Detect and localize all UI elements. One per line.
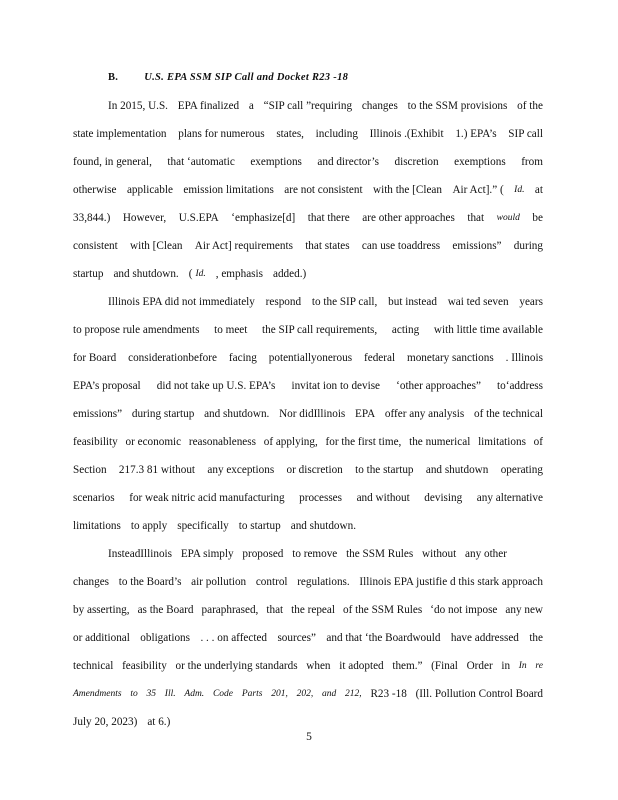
text-line xyxy=(73,430,543,458)
text: for the first time, xyxy=(325,436,402,448)
text: InsteadIllinois xyxy=(108,548,173,560)
text: operating xyxy=(500,464,543,476)
text-line xyxy=(73,570,543,598)
section-title: U.S. EPA SSM SIP Call and Docket R23 -18 xyxy=(144,72,349,83)
text: discretion xyxy=(394,156,439,168)
text: the SIP call requirements, xyxy=(262,324,378,336)
text: emission limitations xyxy=(183,184,274,196)
text-line xyxy=(73,318,543,346)
paragraph-1 xyxy=(73,94,543,290)
text: the xyxy=(529,632,543,644)
text: in xyxy=(501,660,511,672)
text: ‘do not impose xyxy=(430,604,498,616)
text: and shutdown. xyxy=(113,268,179,280)
case-name: Amendments xyxy=(73,689,122,699)
text: invitat ion to devise xyxy=(291,380,381,392)
text: SIP call xyxy=(508,128,543,140)
text: any exceptions xyxy=(207,464,275,476)
text: exemptions xyxy=(454,156,506,168)
text: proposed xyxy=(242,548,284,560)
text: July 20, 2023) xyxy=(73,716,138,728)
text: and director’s xyxy=(317,156,380,168)
text: and that ‘the Boardwould xyxy=(326,632,441,644)
case-name: 202, xyxy=(296,689,314,699)
text: federal xyxy=(364,352,396,364)
text: any alternative xyxy=(476,492,543,504)
text: any other xyxy=(465,548,507,560)
text: (Final xyxy=(431,660,458,672)
text: found, in general, xyxy=(73,156,152,168)
text: did not take up U.S. EPA’s xyxy=(156,380,276,392)
text: In 2015, U.S. xyxy=(108,100,168,112)
text: U.S.EPA xyxy=(178,212,219,224)
text: Illinois .(Exhibit xyxy=(369,128,444,140)
text: startup xyxy=(73,268,104,280)
text: plans for numerous xyxy=(178,128,265,140)
text-line xyxy=(73,262,543,290)
text: processes xyxy=(299,492,342,504)
text: 217.3 81 without xyxy=(118,464,196,476)
text: wai ted seven xyxy=(447,296,509,308)
text: . . . on affected xyxy=(200,632,268,644)
text-line xyxy=(73,486,543,514)
text: “SIP call ”requiring xyxy=(263,100,353,112)
text: the repeal xyxy=(291,604,335,616)
text: at xyxy=(534,184,543,196)
text: at 6.) xyxy=(147,716,171,728)
text-line xyxy=(73,150,543,178)
text-line xyxy=(73,598,543,626)
text: of applying, xyxy=(263,436,318,448)
text: devising xyxy=(424,492,463,504)
text: However, xyxy=(122,212,167,224)
text: and shutdown. xyxy=(290,520,356,532)
case-name: 212, xyxy=(345,689,362,699)
text-line xyxy=(73,178,543,206)
text-line xyxy=(73,94,543,122)
text: specifically xyxy=(177,520,229,532)
text: are other approaches xyxy=(362,212,455,224)
case-name: 35 xyxy=(146,689,156,699)
text-line xyxy=(73,682,543,710)
case-name: to xyxy=(130,689,138,699)
text: reasonableness xyxy=(188,436,256,448)
text-line xyxy=(73,626,543,654)
text: 33,844.) xyxy=(73,212,111,224)
text: and without xyxy=(356,492,410,504)
text: the numerical xyxy=(409,436,471,448)
text: when xyxy=(306,660,331,672)
text: and shutdown. xyxy=(204,408,270,420)
text: changes xyxy=(361,100,398,112)
page-number: 5 xyxy=(306,731,312,743)
text: to startup xyxy=(238,520,281,532)
text: regulations. xyxy=(297,576,350,588)
text: consistent xyxy=(73,240,118,252)
text: to the startup xyxy=(355,464,414,476)
text-line xyxy=(73,542,543,570)
text: facing xyxy=(228,352,257,364)
text: feasibility xyxy=(73,436,118,448)
text: of xyxy=(533,436,543,448)
text: EPA simply xyxy=(180,548,234,560)
text: air pollution xyxy=(191,576,247,588)
text: added.) xyxy=(272,268,307,280)
text: it adopted xyxy=(339,660,384,672)
emphasis-word: would xyxy=(496,213,520,223)
text: or discretion xyxy=(286,464,343,476)
text: limitations xyxy=(478,436,526,448)
paragraph-2 xyxy=(73,290,543,542)
case-name: Parts xyxy=(241,689,263,699)
text: the SSM Rules xyxy=(346,548,414,560)
text: with the [Clean xyxy=(373,184,442,196)
text: that xyxy=(467,212,485,224)
section-number: B. xyxy=(108,72,119,83)
text: Order xyxy=(466,660,493,672)
text: changes xyxy=(73,576,110,588)
text: of the xyxy=(517,100,543,112)
case-name: Code xyxy=(212,689,234,699)
text: to apply xyxy=(130,520,168,532)
text: sources” xyxy=(277,632,316,644)
text: ‘other approaches” xyxy=(396,380,481,392)
text-line xyxy=(73,654,543,682)
text: EPA’s proposal xyxy=(73,380,141,392)
text: but instead xyxy=(388,296,437,308)
text: including xyxy=(315,128,358,140)
text: during xyxy=(513,240,543,252)
text: offer any analysis xyxy=(384,408,465,420)
text: emissions” xyxy=(452,240,502,252)
text: limitations xyxy=(73,520,121,532)
text: from xyxy=(521,156,543,168)
text: 1.) EPA’s xyxy=(455,128,497,140)
text: exemptions xyxy=(250,156,302,168)
text: can use toaddress xyxy=(361,240,441,252)
text: control xyxy=(255,576,288,588)
text-line xyxy=(73,234,543,262)
document-body xyxy=(73,94,543,738)
text: with little time available xyxy=(433,324,543,336)
text: a xyxy=(248,100,254,112)
text: emissions” xyxy=(73,408,123,420)
text: obligations xyxy=(140,632,191,644)
text: for Board xyxy=(73,352,117,364)
text: to the SIP call, xyxy=(311,296,378,308)
text: ( xyxy=(188,268,193,280)
case-name: 201, xyxy=(271,689,288,699)
text: by asserting, xyxy=(73,604,130,616)
text: respond xyxy=(265,296,302,308)
text: years xyxy=(519,296,543,308)
text: them.” xyxy=(392,660,423,672)
text: Air Act] requirements xyxy=(194,240,293,252)
text: . Illinois xyxy=(505,352,543,364)
text: to the Board’s xyxy=(118,576,182,588)
text: any new xyxy=(505,604,543,616)
text: , emphasis xyxy=(215,268,263,280)
case-name: re xyxy=(535,661,543,671)
text: Nor didIllinois xyxy=(279,408,346,420)
citation-id: Id. xyxy=(514,185,525,195)
text: be xyxy=(532,212,543,224)
citation-id: Id. xyxy=(195,269,206,279)
text: of the SSM Rules xyxy=(342,604,423,616)
text: are not consistent xyxy=(284,184,363,196)
text: acting xyxy=(391,324,420,336)
text: otherwise xyxy=(73,184,117,196)
case-name: Ill. xyxy=(164,689,176,699)
text: without xyxy=(422,548,457,560)
paragraph-3 xyxy=(73,542,543,738)
text: Air Act].” ( xyxy=(452,184,504,196)
text: that there xyxy=(307,212,350,224)
text: technical xyxy=(73,660,114,672)
text: feasibility xyxy=(122,660,167,672)
text-line xyxy=(73,206,543,234)
text: Illinois EPA justifie d this stark approach xyxy=(359,576,543,588)
text: of the technical xyxy=(473,408,543,420)
text: paraphrased, xyxy=(201,604,259,616)
text: to propose rule amendments xyxy=(73,324,200,336)
text-line xyxy=(73,122,543,150)
text: have addressed xyxy=(450,632,519,644)
text: considerationbefore xyxy=(128,352,217,364)
text: for weak nitric acid manufacturing xyxy=(129,492,285,504)
text-line xyxy=(73,346,543,374)
case-name: In xyxy=(518,661,527,671)
text: or the underlying standards xyxy=(175,660,298,672)
case-name: Adm. xyxy=(184,689,205,699)
text: potentiallyonerous xyxy=(268,352,353,364)
text: that ‘automatic xyxy=(167,156,235,168)
text: as the Board xyxy=(137,604,194,616)
text: that states xyxy=(305,240,350,252)
text: states, xyxy=(276,128,304,140)
text: ‘emphasize[d] xyxy=(231,212,296,224)
text: EPA xyxy=(355,408,376,420)
text: to the SSM provisions xyxy=(407,100,508,112)
text-line xyxy=(73,374,543,402)
text: or economic xyxy=(125,436,182,448)
text: and shutdown xyxy=(425,464,489,476)
text: EPA finalized xyxy=(177,100,240,112)
text: state implementation xyxy=(73,128,167,140)
text: or additional xyxy=(73,632,130,644)
text: to‘address xyxy=(497,380,543,392)
text-line xyxy=(73,514,543,542)
text: (Ill. Pollution Control Board xyxy=(415,688,543,700)
text: with [Clean xyxy=(130,240,183,252)
text: scenarios xyxy=(73,492,115,504)
text: during startup xyxy=(131,408,195,420)
section-heading xyxy=(108,72,348,83)
text: that xyxy=(266,604,284,616)
docket-number: R23 -18 xyxy=(370,688,407,700)
text: Illinois EPA did not immediately xyxy=(108,296,255,308)
text-line xyxy=(73,458,543,486)
case-name: and xyxy=(322,689,337,699)
text: to remove xyxy=(292,548,338,560)
text: Section xyxy=(73,464,107,476)
text: monetary sanctions xyxy=(407,352,494,364)
text: applicable xyxy=(126,184,173,196)
text-line xyxy=(73,290,543,318)
text-line xyxy=(73,402,543,430)
text: to meet xyxy=(214,324,248,336)
